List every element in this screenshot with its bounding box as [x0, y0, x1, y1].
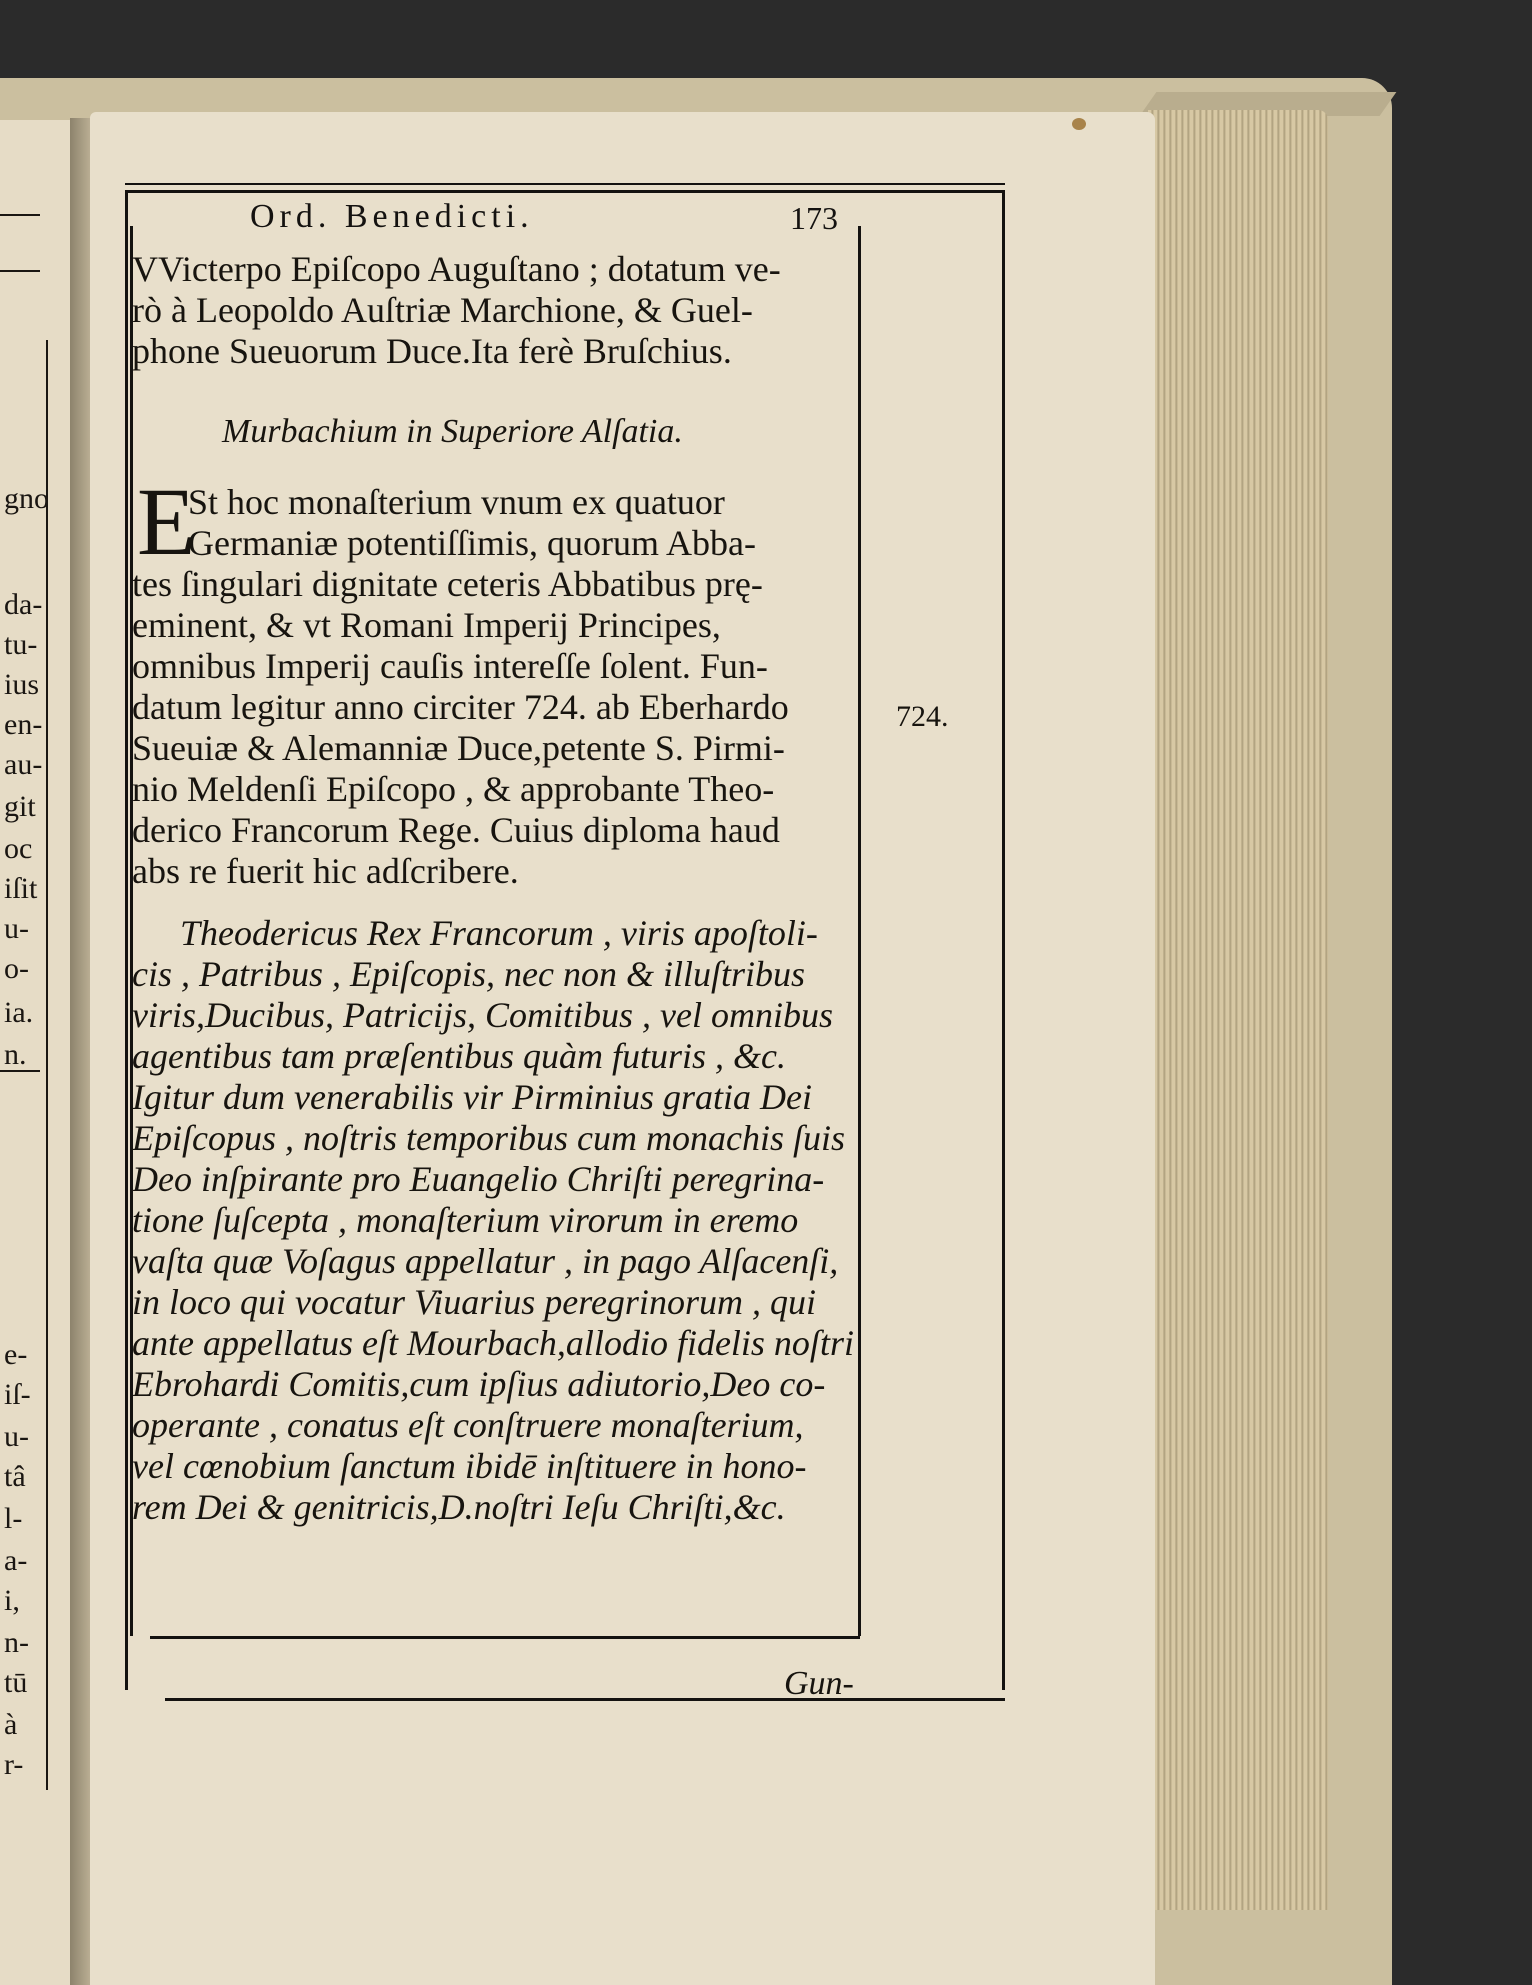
left-page-fragment: o-	[4, 952, 29, 985]
left-page-fragment: oc	[4, 832, 33, 865]
text-line: datum legitur anno circiter 724. ab Eberhardo	[132, 687, 789, 727]
left-page-fragment: ius	[4, 668, 40, 701]
text-line: abs re fuerit hic adſcribere.	[132, 851, 519, 891]
running-head-title: Ord. Benedicti.	[250, 198, 534, 235]
left-page-fragment: au-	[4, 748, 43, 781]
section-heading: Murbachium in Superiore Alſatia.	[222, 413, 683, 450]
facing-page	[0, 120, 75, 1985]
left-page-fragment: i,	[4, 1584, 20, 1617]
left-page-fragment: tū	[4, 1666, 28, 1699]
left-page-fragment: l-	[4, 1502, 23, 1535]
text-line: derico Francorum Rege. Cuius diploma haud	[132, 810, 780, 850]
bottom-rule-outer	[165, 1698, 1005, 1701]
text-line: operante , conatus eſt conſtruere monaſterium,	[132, 1405, 804, 1445]
catchword: Gun-	[784, 1665, 854, 1702]
paragraph-1	[132, 468, 852, 892]
text-line: ante appellatus eſt Mourbach,allodio fidelis noſtri	[132, 1323, 854, 1363]
left-page-fragment: e-	[4, 1338, 28, 1371]
left-page-fragment: n-	[4, 1626, 29, 1659]
left-page-fragment: tâ	[4, 1460, 26, 1493]
left-page-fragment: iſit	[4, 872, 38, 905]
left-page-fragment: u-	[4, 912, 29, 945]
margin-note-year: 724.	[896, 700, 949, 733]
left-page-fragment: iſ-	[4, 1378, 31, 1411]
text-line: rem Dei & genitricis,D.noſtri Ieſu Chriſti,&c.	[132, 1487, 786, 1527]
text-line: vel cœnobium ſanctum ibidē inſtituere in hono-	[132, 1446, 807, 1486]
text-line: omnibus Imperij cauſis intereſſe ſolent. Fun-	[132, 646, 768, 686]
paper-stain	[1072, 118, 1086, 130]
text-line: St hoc monaſterium vnum ex quatuor	[188, 482, 725, 522]
text-line: Germaniæ potentiſſimis, quorum Abba-	[188, 523, 756, 563]
left-page-frame-line	[46, 340, 48, 1790]
left-page-fragment: a-	[4, 1544, 28, 1577]
text-line: viris,Ducibus, Patricijs, Comitibus , vel omnibus	[132, 995, 833, 1035]
text-line: Igitur dum venerabilis vir Pirminius gratia Dei	[132, 1077, 812, 1117]
left-page-rule	[0, 270, 40, 272]
text-line: tione ſuſcepta , monaſterium virorum in eremo	[132, 1200, 799, 1240]
left-page-fragment: u-	[4, 1420, 29, 1453]
top-rule-thin	[125, 183, 1005, 185]
text-line: Deo inſpirante pro Euangelio Chriſti peregrina-	[132, 1159, 825, 1199]
opening-lines	[132, 249, 852, 372]
text-line: Epiſcopus , noſtris temporibus cum monachis ſuis	[132, 1118, 845, 1158]
page-edges	[1148, 110, 1328, 1910]
left-page-fragment: git	[4, 790, 36, 823]
frame-right-inner	[858, 226, 861, 1636]
text-line: phone Sueuorum Duce.Ita ferè Bruſchius.	[132, 331, 732, 371]
text-line: Ebrohardi Comitis,cum ipſius adiutorio,Deo co-	[132, 1364, 826, 1404]
frame-right-outer	[1002, 190, 1005, 1690]
text-line: agentibus tam præſentibus quàm futuris , &c.	[132, 1036, 787, 1076]
frame-left-outer	[125, 190, 128, 1690]
text-line: VVicterpo Epiſcopo Auguſtano ; dotatum ve-	[132, 249, 781, 289]
page-number: 173	[790, 200, 838, 236]
text-line: cis , Patribus , Epiſcopis, nec non & illuſtribus	[132, 954, 805, 994]
text-line: rò à Leopoldo Auſtriæ Marchione, & Guel-	[132, 290, 753, 330]
paragraph-2-diploma	[132, 913, 852, 1528]
text-line: in loco qui vocatur Viuarius peregrinorum , qui	[132, 1282, 816, 1322]
left-page-fragment: gno	[4, 482, 49, 515]
left-page-fragment: ia.	[4, 996, 34, 1029]
text-line: tes ſingulari dignitate ceteris Abbatibus prę-	[132, 564, 763, 604]
left-page-fragment: tu-	[4, 628, 38, 661]
text-line: Theodericus Rex Francorum , viris apoſtoli-	[180, 913, 818, 953]
text-line: nio Meldenſi Epiſcopo , & approbante Theo-	[132, 769, 775, 809]
left-page-fragment: en-	[4, 708, 43, 741]
drop-capital: E	[137, 468, 196, 575]
left-page-fragment: da-	[4, 588, 43, 621]
left-page-rule	[0, 214, 40, 216]
text-line: eminent, & vt Romani Imperij Principes,	[132, 605, 721, 645]
bottom-rule-inner	[150, 1636, 860, 1639]
text-line: Sueuiæ & Alemanniæ Duce,petente S. Pirmi-	[132, 728, 785, 768]
left-page-fragment: à	[4, 1708, 18, 1741]
left-page-fragment: r-	[4, 1748, 24, 1781]
left-page-fragment: n.	[4, 1038, 27, 1071]
text-line: vaſta quæ Voſagus appellatur , in pago Alſacenſi,	[132, 1241, 839, 1281]
top-rule-outer	[125, 190, 1005, 193]
